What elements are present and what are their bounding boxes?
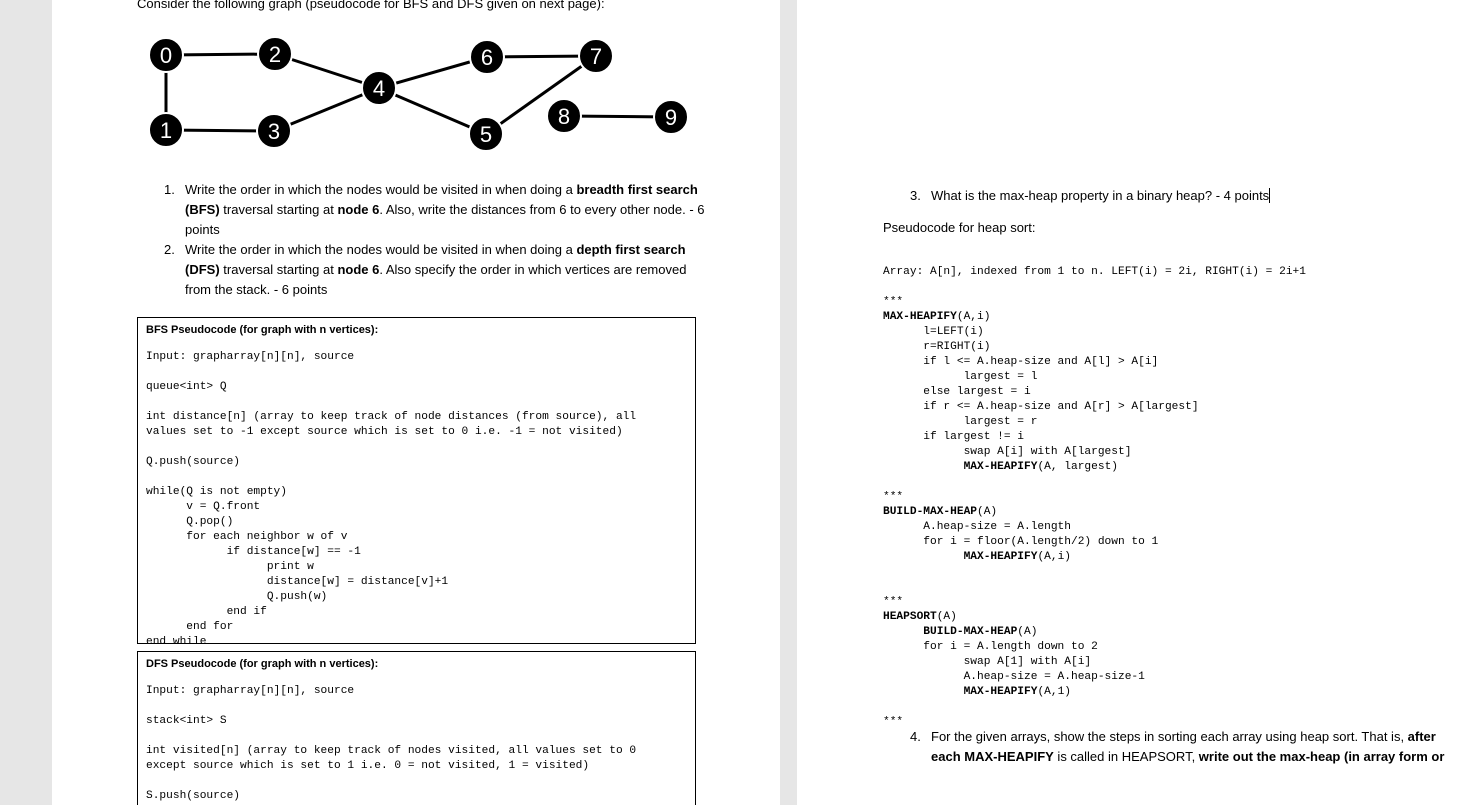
bfs-box-title: BFS Pseudocode (for graph with n vertices): bbox=[146, 324, 379, 336]
graph-node-3 bbox=[257, 114, 291, 148]
graph-figure bbox=[132, 32, 692, 152]
code-line: else largest = i bbox=[923, 386, 1031, 398]
code-line: MAX-HEAPIFY(A,i) bbox=[963, 551, 1072, 563]
graph-node-6 bbox=[470, 40, 504, 74]
code-line: for i = floor(A.length/2) down to 1 bbox=[923, 536, 1159, 548]
code-line: if r <= A.heap-size and A[r] > A[largest] bbox=[923, 401, 1199, 413]
question-3-text: What is the max-heap property in a binary heap? - 4 points bbox=[931, 188, 1270, 203]
question-4-number: 4. bbox=[910, 729, 921, 744]
question-2-text: Write the order in which the nodes would be visited in when doing a depth first search (DFS) traversal starting at node 6. Also specify the order in which vertices are removed from the stack. - 6 points bbox=[185, 242, 687, 297]
question-2-number: 2. bbox=[164, 242, 175, 257]
code-line: l=LEFT(i) bbox=[923, 326, 984, 338]
code-line: largest = r bbox=[963, 416, 1038, 428]
question-3-number: 3. bbox=[910, 188, 921, 203]
code-line: if l <= A.heap-size and A[l] > A[i] bbox=[923, 356, 1159, 368]
code-line: MAX-HEAPIFY(A,i) bbox=[883, 311, 991, 323]
dfs-pseudocode-box bbox=[137, 651, 696, 805]
svg-text:0: 0 bbox=[159, 43, 173, 68]
graph-node-7 bbox=[579, 39, 613, 73]
question-4-text: For the given arrays, show the steps in sorting each array using heap sort. That is, after each MAX-HEAPIFY is called in HEAPSORT, write out the max-heap (in array form or bbox=[931, 729, 1445, 764]
heap-sort-label: Pseudocode for heap sort: bbox=[883, 220, 1036, 235]
svg-text:9: 9 bbox=[664, 105, 678, 130]
svg-text:3: 3 bbox=[267, 119, 281, 144]
graph-node-5 bbox=[469, 117, 503, 151]
code-line: swap A[i] with A[largest] bbox=[963, 446, 1132, 458]
heap-sort-code bbox=[883, 295, 1199, 730]
code-line: if largest != i bbox=[923, 431, 1024, 443]
code-line: MAX-HEAPIFY(A, largest) bbox=[963, 461, 1119, 473]
graph-node-4 bbox=[362, 71, 396, 105]
code-line: HEAPSORT(A) bbox=[883, 611, 957, 623]
dfs-box-title: DFS Pseudocode (for graph with n vertices): bbox=[146, 658, 379, 670]
svg-text:5: 5 bbox=[479, 122, 493, 147]
code-line: BUILD-MAX-HEAP(A) bbox=[883, 506, 998, 518]
intro-line: Consider the following graph (pseudocode for BFS and DFS given on next page): bbox=[137, 0, 605, 11]
code-line: A.heap-size = A.length bbox=[923, 521, 1071, 533]
graph-node-9 bbox=[654, 100, 688, 134]
svg-text:6: 6 bbox=[480, 45, 494, 70]
code-line: BUILD-MAX-HEAP(A) bbox=[923, 626, 1038, 638]
document-page-right[interactable] bbox=[797, 0, 1468, 805]
code-line: *** bbox=[883, 296, 904, 308]
svg-text:1: 1 bbox=[159, 118, 173, 143]
dfs-code: Input: grapharray[n][n], source stack<int> S int visited[n] (array to keep track of nodes visited, all values set to 0 except source which is set to 1 i.e. 0 = not visited, 1 = visited) S.push(source) bbox=[146, 685, 637, 802]
code-line: largest = l bbox=[963, 371, 1038, 383]
code-line: for i = A.length down to 2 bbox=[923, 641, 1098, 653]
graph-node-8 bbox=[547, 99, 581, 133]
code-line: *** bbox=[883, 491, 904, 503]
svg-text:7: 7 bbox=[589, 44, 603, 69]
document-page-left[interactable] bbox=[52, 0, 780, 805]
svg-text:8: 8 bbox=[557, 104, 571, 129]
question-1-number: 1. bbox=[164, 182, 175, 197]
code-line: r=RIGHT(i) bbox=[923, 341, 991, 353]
graph-node-1 bbox=[149, 113, 183, 147]
code-line: swap A[1] with A[i] bbox=[963, 656, 1092, 668]
array-definition-line: Array: A[n], indexed from 1 to n. LEFT(i) = 2i, RIGHT(i) = 2i+1 bbox=[883, 266, 1306, 278]
code-line: MAX-HEAPIFY(A,1) bbox=[963, 686, 1072, 698]
graph-node-2 bbox=[258, 37, 292, 71]
code-line: *** bbox=[883, 596, 904, 608]
code-line: A.heap-size = A.heap-size-1 bbox=[963, 671, 1145, 683]
text-cursor bbox=[1269, 188, 1270, 203]
bfs-code: Input: grapharray[n][n], source queue<int> Q int distance[n] (array to keep track of node distances (from source), all values set to -1 except source which is set to 0 i.e. -1 = not visited) Q.push(source) while(Q is not empty) v = Q.front Q.pop() for each neighbor w of v if distance[w] == -1 print w distance[w] = distance[v]+1 Q.push(w) end if end for end while bbox=[146, 351, 637, 648]
bfs-pseudocode-box bbox=[137, 317, 696, 648]
svg-text:2: 2 bbox=[268, 42, 282, 67]
code-line: *** bbox=[883, 716, 904, 728]
graph-node-0 bbox=[149, 38, 183, 72]
svg-text:4: 4 bbox=[372, 76, 386, 101]
question-1-text: Write the order in which the nodes would be visited in when doing a breadth first search (BFS) traversal starting at node 6. Also, write the distances from 6 to every other node. - 6 points bbox=[185, 182, 705, 237]
